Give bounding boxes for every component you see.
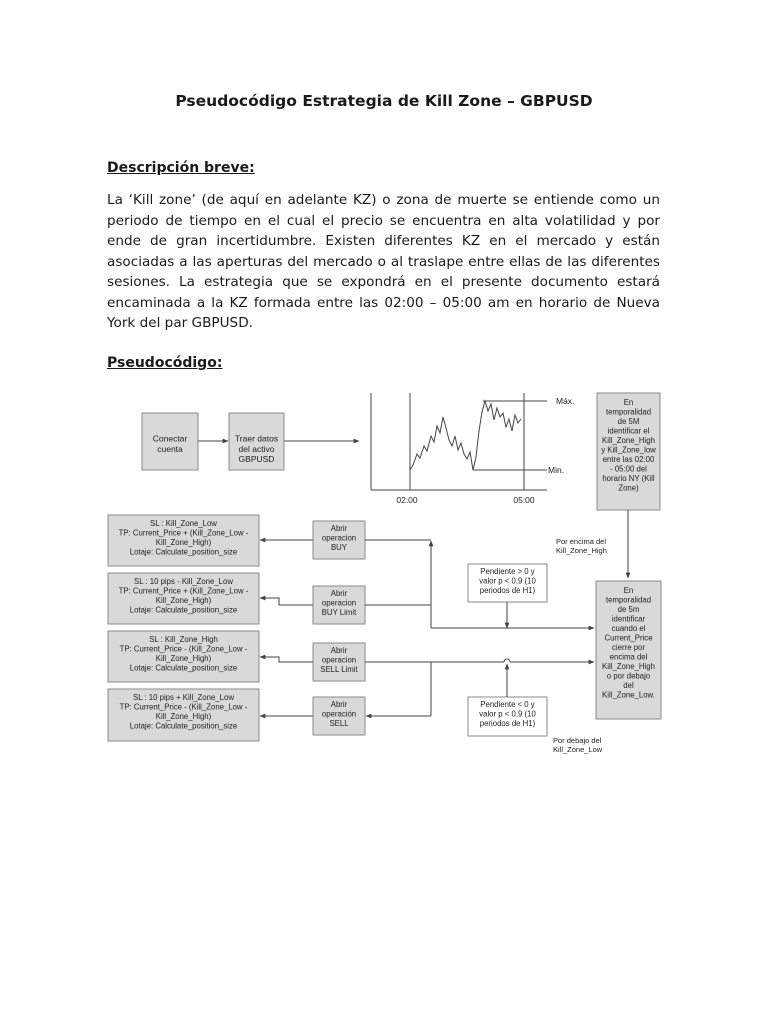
connect-account-text: Conectar cuenta [152, 433, 188, 454]
open-buy-box [313, 521, 365, 559]
below-low-label: Por debajo del Kill_Zone_Low [553, 736, 603, 755]
buy-params-text: SL : Kill_Zone_Low TP: Current_Price + (Kill_Zone_Low -Kill_Zone_High) Lotaje: Calculate_position_size [118, 519, 249, 557]
open-sell-box [313, 697, 365, 735]
buy-params-box [108, 515, 259, 566]
above-high-label: Por encima del Kill_Zone_High [556, 537, 607, 556]
open-sell-text: Abrir operación SELL [321, 700, 357, 729]
identify-break-text: En temporalidad de 5m identificar cuando el Current_Price cierre por encima del Kill_Zone_High o por debajo del Kill_Zone_Low. [602, 586, 655, 700]
buy-limit-params-box [108, 573, 259, 624]
identify-range-text: En temporalidad de 5M identificar el Kill_Zone_High y Kill_Zone_low entre las 02:00 - 05:00 del horario NY (Kill Zone) [601, 398, 656, 493]
slope-up-text: Pendiente > 0 y valor p < 0,9 (10 periodos de H1) [479, 567, 536, 596]
min-label: Min. [548, 465, 565, 475]
slope-up-box [468, 564, 547, 602]
sell-limit-params-box [108, 631, 259, 682]
pseudocode-heading: Pseudocódigo: [107, 355, 223, 371]
identify-break-box [596, 581, 661, 719]
slope-down-text: Pendiente < 0 y valor p < 0,9 (10 periodos de H1) [479, 700, 536, 729]
sell-params-box [108, 689, 259, 741]
open-sell-limit-text: Abrir operacion SELL Limit [320, 646, 358, 675]
price-path [410, 401, 521, 470]
identify-range-box [597, 393, 660, 510]
kill-zone-chart [371, 393, 574, 505]
connect-account-box [142, 413, 198, 470]
fetch-data-box [229, 413, 284, 470]
line-crossing-hop [504, 659, 510, 662]
arrow-buy-limit-to-params [260, 598, 313, 605]
fetch-data-text: Traer datos del activo GBPUSD [234, 433, 279, 465]
time-start-label: 02:00 [396, 495, 418, 505]
buy-limit-params-text: SL : 10 pips - Kill_Zone_Low TP: Current_Price + (Kill_Zone_Low -Kill_Zone_High) Lotaje: Calculate_position_size [118, 577, 249, 615]
slope-down-box [468, 697, 547, 736]
open-buy-limit-text: Abrir operacion BUY Limit [321, 589, 357, 618]
description-paragraph: La ‘Kill zone’ (de aquí en adelante KZ) o zona de muerte se entiende como un periodo de tiempo en el cual el precio se encuentra en alta volatilidad y por ende de gran incertidumbre. Existen diferentes KZ en el mercado y están asociadas a las aperturas del mercado o al traslape entre ellas de las diferentes sesiones. La estrategia que se expondrá en el presente documento estará encaminada a la KZ formada entre las 02:00 – 05:00 am en horario de Nueva York del par GBPUSD. [107, 192, 660, 331]
time-end-label: 05:00 [513, 495, 535, 505]
arrow-sell-limit-to-params [260, 657, 313, 662]
open-buy-text: Abrir operacion BUY [321, 524, 357, 553]
description-heading: Descripción breve: [107, 160, 255, 176]
sell-limit-params-text: SL : Kill_Zone_High TP: Current_Price - (Kill_Zone_Low -Kill_Zone_High) Lotaje: Calculate_position_size [119, 635, 248, 673]
sell-params-text: SL : 10 pips + Kill_Zone_Low TP: Current_Price - (Kill_Zone_Low -Kill_Zone_High) Lotaje: Calculate_position_size [119, 693, 248, 731]
max-label: Máx. [556, 396, 575, 406]
document-title: Pseudocódigo Estrategia de Kill Zone – GBPUSD [175, 92, 593, 110]
open-sell-limit-box [313, 643, 365, 681]
open-buy-limit-box [313, 586, 365, 624]
